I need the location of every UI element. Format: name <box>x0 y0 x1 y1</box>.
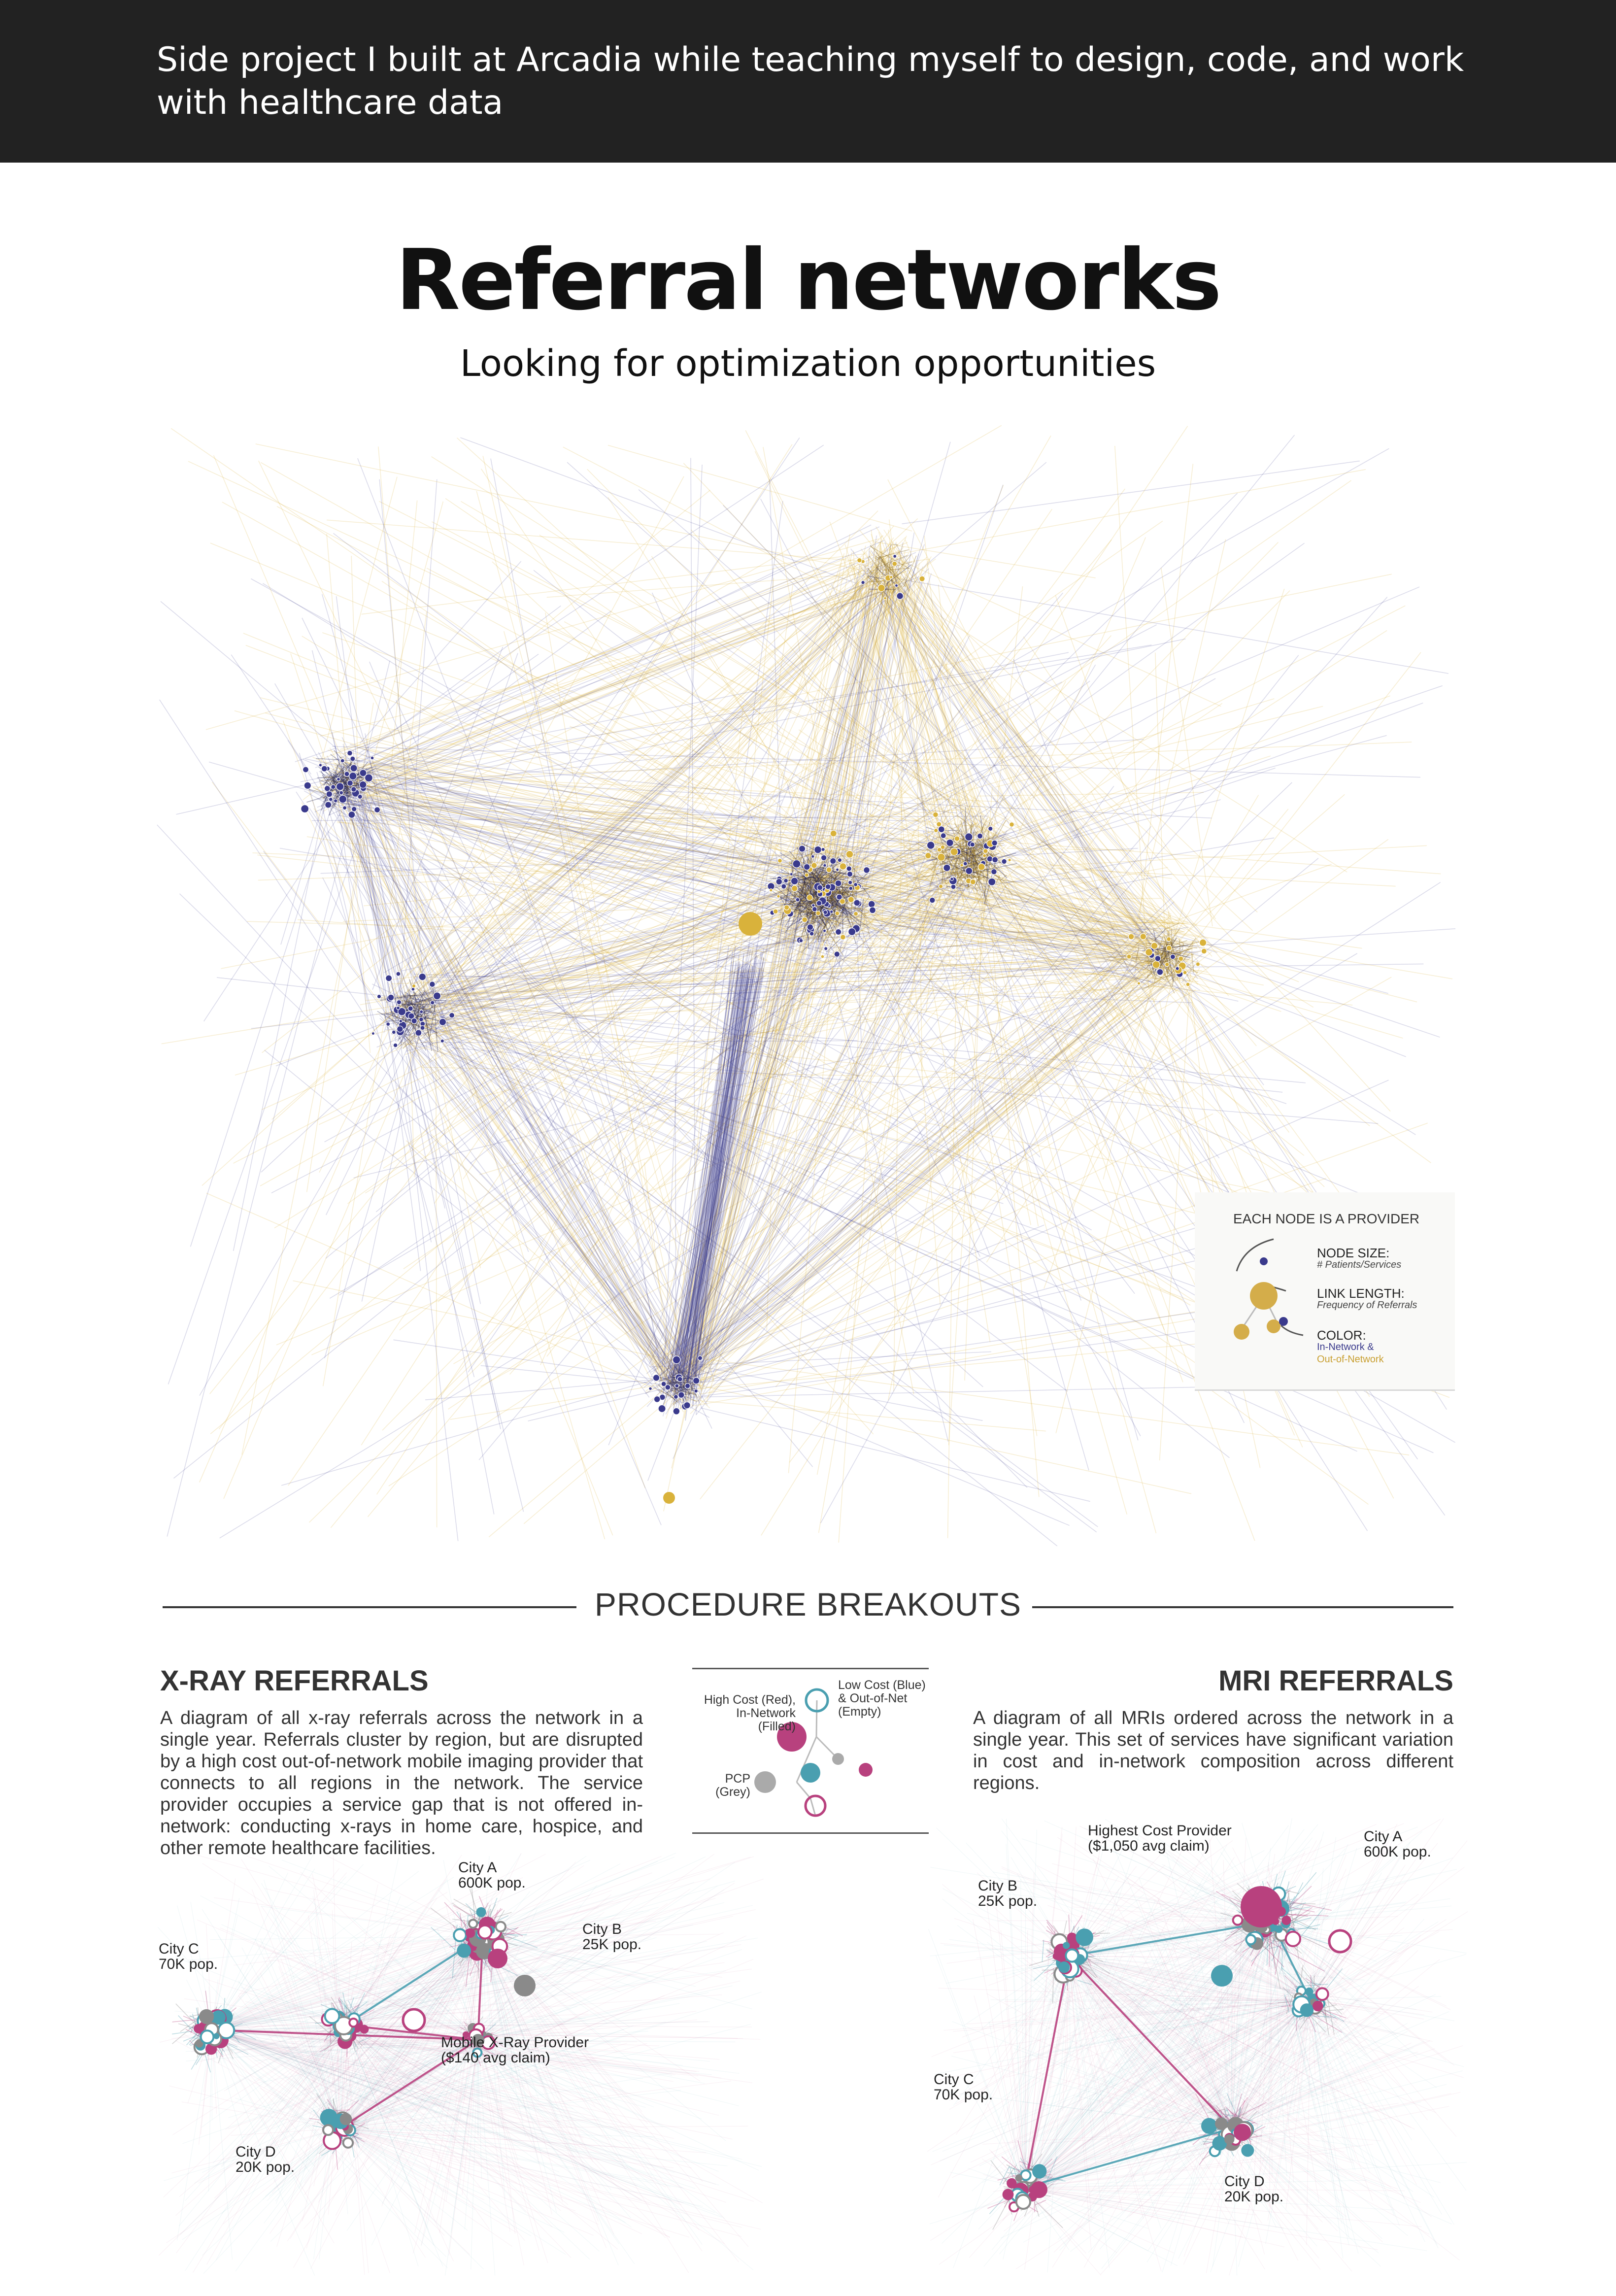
key-grey-node <box>754 1771 776 1793</box>
mri-description: A diagram of all MRIs ordered across the network in a single year. This set of services have significant variation in cost and in-network composition across different regions. <box>973 1708 1453 1793</box>
legend-link-length-sub: Frequency of Referrals <box>1317 1300 1417 1311</box>
page-subtitle: Looking for optimization opportunities <box>460 342 1156 385</box>
section-title: PROCEDURE BREAKOUTS <box>594 1586 1022 1622</box>
xray-label-city-d: City D 20K pop. <box>236 2144 295 2175</box>
legend-color: COLOR: <box>1317 1328 1366 1343</box>
procedure-key <box>692 1668 929 1835</box>
mri-label-city-b: City B 25K pop. <box>978 1878 1038 1909</box>
xray-description: A diagram of all x-ray referrals across the network in a single year. Referrals cluster by region, but are disrupted by a high cost out-of-network mobile imaging provider that connects to all regions in the network. The service provider occupies a service gap that is not offered in-network: conducting x-rays in home care, hospice, and other remote healthcare facilities. <box>160 1708 643 1858</box>
mri-title: MRI REFERRALS <box>1218 1665 1453 1697</box>
legend-heading: EACH NODE IS A PROVIDER <box>1233 1211 1420 1226</box>
page-title: Referral networks <box>396 232 1220 329</box>
network-legend <box>1195 1192 1455 1391</box>
xray-title: X-RAY REFERRALS <box>160 1665 429 1697</box>
mri-label-city-d: City D 20K pop. <box>1224 2173 1284 2205</box>
key-low-cost: Low Cost (Blue) & Out-of-Net (Empty) <box>838 1678 926 1719</box>
legend-node-size-sub: # Patients/Services <box>1317 1259 1402 1270</box>
xray-label-city-c: City C 70K pop. <box>159 1941 218 1972</box>
mri-label-provider: Highest Cost Provider ($1,050 avg claim) <box>1088 1823 1232 1854</box>
legend-node-size: NODE SIZE: <box>1317 1246 1390 1260</box>
key-pcp: PCP (Grey) <box>715 1772 750 1799</box>
key-filled-blue-node <box>801 1763 820 1783</box>
header-caption: Side project I built at Arcadia while teaching myself to design, code, and work with healthcare data <box>157 40 1464 122</box>
xray-label-city-b: City B 25K pop. <box>582 1921 642 1953</box>
header-bar <box>0 0 1616 163</box>
legend-small-node <box>1234 1324 1249 1340</box>
legend-color-in: In-Network & <box>1317 1342 1374 1352</box>
mri-label-city-c: City C 70K pop. <box>934 2071 993 2103</box>
legend-link-length: LINK LENGTH: <box>1317 1286 1405 1301</box>
legend-large-node <box>1250 1282 1278 1310</box>
legend-color-out: Out-of-Network <box>1317 1354 1384 1365</box>
mri-label-city-a: City A 600K pop. <box>1364 1828 1431 1860</box>
xray-label-city-a: City A 600K pop. <box>458 1859 526 1891</box>
key-high-cost: High Cost (Red), In-Network (Filled) <box>704 1693 796 1733</box>
section-divider-right <box>1032 1606 1453 1608</box>
xray-label-provider: Mobile X-Ray Provider ($140 avg claim) <box>441 2034 589 2066</box>
